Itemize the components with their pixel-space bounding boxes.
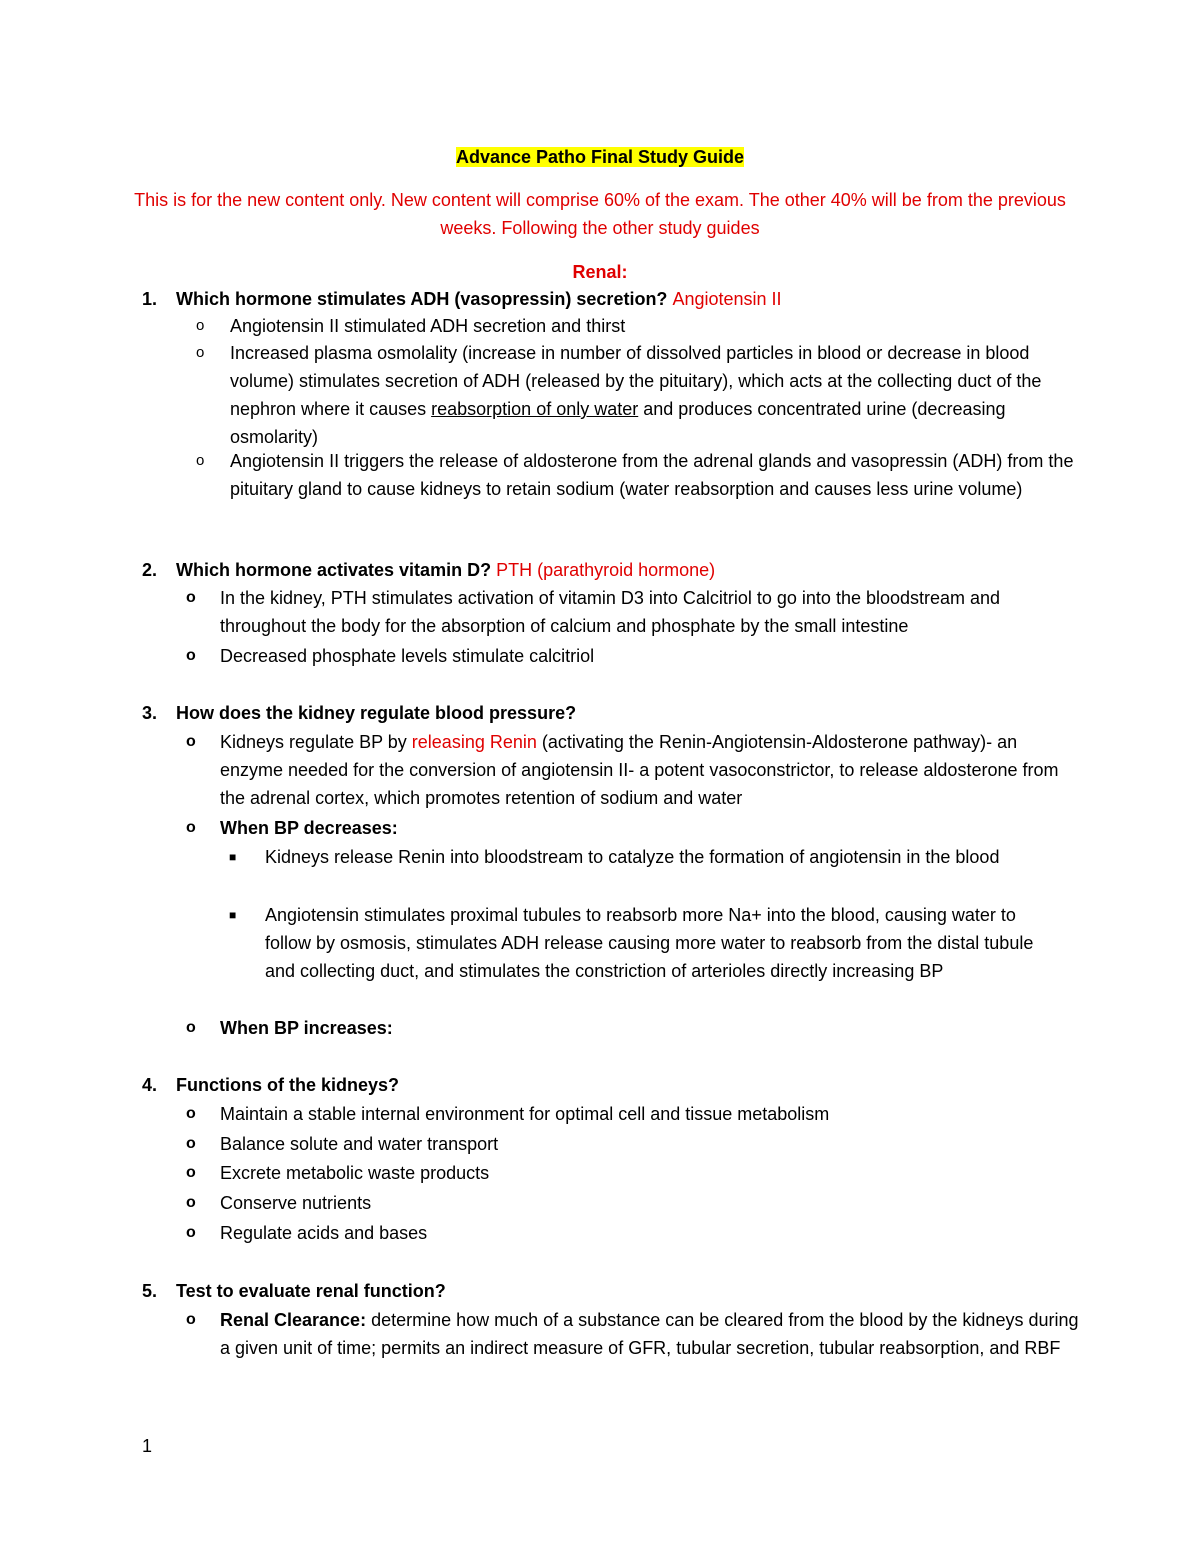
list-item: o Regulate acids and bases <box>220 1219 1080 1247</box>
list-item: o Excrete metabolic waste products <box>220 1159 1080 1187</box>
square-bullet-marker: ■ <box>229 908 237 922</box>
bullet-marker: o <box>186 647 196 664</box>
question-text: Which hormone activates vitamin D? <box>176 560 492 580</box>
question-text: Test to evaluate renal function? <box>176 1281 446 1301</box>
question-number: 5. <box>142 1281 158 1301</box>
bullet-marker: o <box>186 819 196 836</box>
bullet-marker: o <box>186 733 196 750</box>
list-item: o When BP decreases: <box>220 814 1080 842</box>
question-answer: Angiotensin II <box>672 289 782 309</box>
question-number: 4. <box>142 1075 158 1095</box>
term-label: Renal Clearance: <box>220 1310 367 1330</box>
section-heading-renal: Renal: <box>572 262 628 282</box>
highlighted-text: releasing Renin <box>411 732 537 752</box>
document-title: Advance Patho Final Study Guide <box>455 147 745 167</box>
list-item: o Conserve nutrients <box>220 1189 1080 1217</box>
underlined-text: reabsorption of only water <box>431 399 639 419</box>
question-5 <box>142 1277 1142 1305</box>
bullet-marker: o <box>196 452 205 469</box>
question-1 <box>142 285 1142 313</box>
bullet-marker: o <box>186 1135 196 1152</box>
list-item: o Balance solute and water transport <box>220 1130 1080 1158</box>
list-item: o Kidneys regulate BP by releasing Renin (activating the Renin-Angiotensin-Aldosterone pathway)- an enzyme needed for the conversion of angiotensin II- a potent vasoconstrictor, to release aldosterone from the adrenal cortex, which promotes retention of sodium and water <box>220 728 1080 812</box>
list-item: o In the kidney, PTH stimulates activation of vitamin D3 into Calcitriol to go into the bloodstream and throughout the body for the absorption of calcium and phosphate by the small intestine <box>220 584 1080 640</box>
intro-note: This is for the new content only. New content will comprise 60% of the exam. The other 40% will be from the previous weeks. Following the other study guides <box>134 190 1066 238</box>
question-answer: PTH (parathyroid hormone) <box>496 560 716 580</box>
sub-list-item: ■ Kidneys release Renin into bloodstream to catalyze the formation of angiotensin in the blood <box>265 843 1055 871</box>
sub-list-item: ■ Angiotensin stimulates proximal tubules to reabsorb more Na+ into the blood, causing water to follow by osmosis, stimulates ADH release causing more water to reabsorb from the distal tubule and collecting duct, and stimulates the constriction of arterioles directly increasing BP <box>265 901 1055 985</box>
list-item: o When BP increases: <box>220 1014 1080 1042</box>
square-bullet-marker: ■ <box>229 850 237 864</box>
question-text: Functions of the kidneys? <box>176 1075 400 1095</box>
question-2 <box>142 556 1142 584</box>
list-item: o Decreased phosphate levels stimulate calcitriol <box>220 642 1080 670</box>
bullet-marker: o <box>186 1164 196 1181</box>
bullet-marker: o <box>186 589 196 606</box>
bullet-marker: o <box>186 1311 196 1328</box>
list-item: o Angiotensin II stimulated ADH secretion and thirst <box>230 312 1080 340</box>
bullet-marker: o <box>196 344 205 361</box>
list-item: o Increased plasma osmolality (increase in number of dissolved particles in blood or decrease in blood volume) stimulates secretion of ADH (released by the pituitary), which acts at the collecting duct of the nephron where it causes reabsorption of only water and produces concentrated urine (decreasing osmolarity) <box>230 339 1080 451</box>
question-number: 1. <box>142 289 158 309</box>
question-4 <box>142 1071 1142 1099</box>
list-item: o Angiotensin II triggers the release of aldosterone from the adrenal glands and vasopressin (ADH) from the pituitary gland to cause kidneys to retain sodium (water reabsorption and causes less urine volume) <box>230 447 1080 503</box>
list-item: o Renal Clearance: determine how much of a substance can be cleared from the blood by the kidneys during a given unit of time; permits an indirect measure of GFR, tubular secretion, tubular reabsorption, and RBF <box>220 1306 1080 1362</box>
bullet-marker: o <box>186 1224 196 1241</box>
list-item: o Maintain a stable internal environment for optimal cell and tissue metabolism <box>220 1100 1080 1128</box>
question-text: Which hormone stimulates ADH (vasopressin) secretion? <box>176 289 668 309</box>
question-number: 3. <box>142 703 158 723</box>
page-number: 1 <box>142 1436 153 1456</box>
question-text: How does the kidney regulate blood pressure? <box>176 703 577 723</box>
question-3 <box>142 699 1142 727</box>
bullet-marker: o <box>186 1019 196 1036</box>
bullet-marker: o <box>186 1194 196 1211</box>
bullet-marker: o <box>186 1105 196 1122</box>
bullet-marker: o <box>196 317 205 334</box>
question-number: 2. <box>142 560 158 580</box>
